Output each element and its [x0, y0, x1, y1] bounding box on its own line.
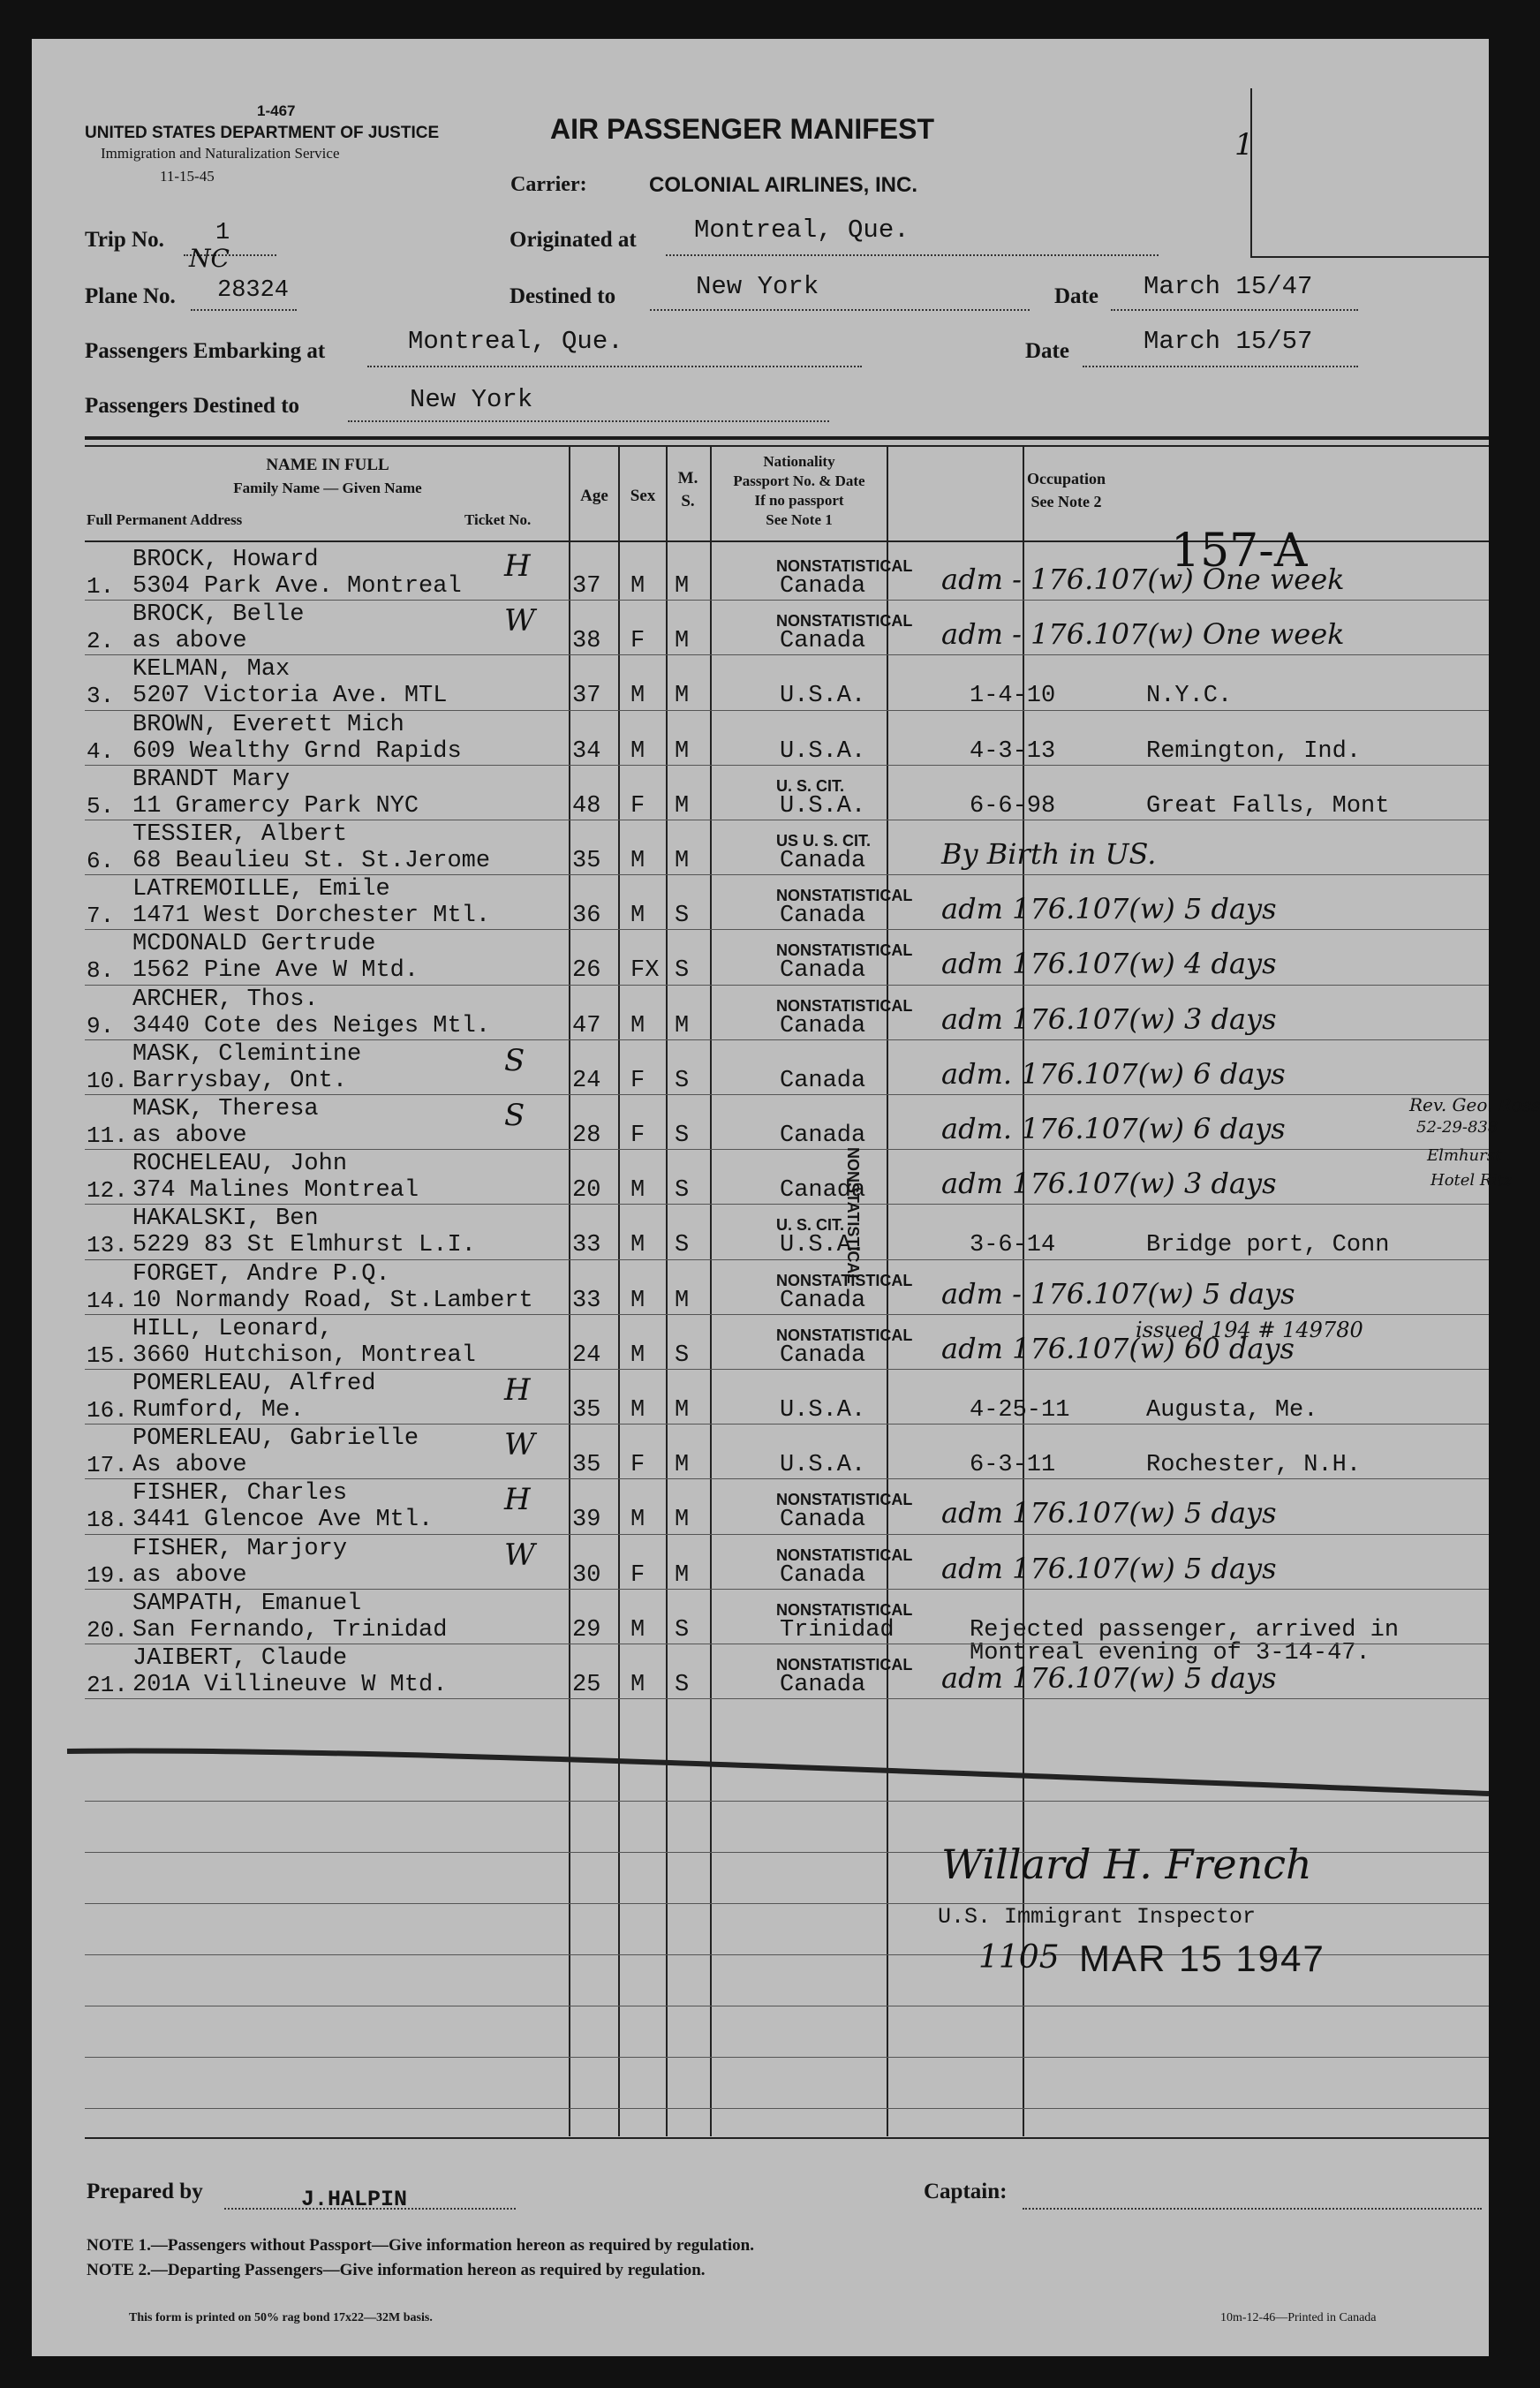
status-stamp: NONSTATISTICAL: [776, 887, 913, 905]
passenger-address: 609 Wealthy Grnd Rapids: [132, 737, 462, 765]
passenger-nationality: U.S.A.: [780, 1452, 866, 1479]
passenger-nationality: Canada: [780, 1561, 866, 1589]
passenger-marital: M: [675, 1507, 690, 1534]
passenger-address: San Fernando, Trinidad: [132, 1616, 448, 1644]
row-divider: [85, 1149, 1489, 1150]
occupation-detail: Remington, Ind.: [1146, 737, 1362, 765]
passenger-address: Barrysbay, Ont.: [132, 1067, 348, 1094]
passenger-age: 20: [572, 1177, 601, 1205]
passenger-nationality: Canada: [780, 1287, 866, 1314]
passenger-age: 26: [572, 957, 601, 985]
passenger-nationality: Canada: [780, 957, 866, 985]
dest-pass-label: Passengers Destined to: [85, 394, 300, 418]
corner-mark: 1: [1234, 127, 1254, 162]
empty-row-divider: [85, 2057, 1489, 2058]
passenger-nationality: U.S.A.: [780, 683, 866, 710]
passenger-address: 5229 83 St Elmhurst L.I.: [132, 1232, 476, 1259]
passenger-nationality: U.S.A.: [780, 1397, 866, 1424]
occupation-handwritten: adm - 176.107(w) 5 days: [941, 1276, 1295, 1311]
passenger-age: 25: [572, 1672, 601, 1698]
occupation-handwritten: adm 176.107(w) 60 days: [941, 1331, 1295, 1365]
passenger-address: 1562 Pine Ave W Mtd.: [132, 957, 419, 985]
passenger-name: BRANDT Mary: [132, 766, 291, 793]
vertical-nonstatistical-stamp: NONSTATISTICAL: [844, 1147, 862, 1284]
col-name-head: [94, 454, 562, 500]
status-stamp: NONSTATISTICAL: [776, 1600, 913, 1619]
passenger-name: BROWN, Everett Mich: [132, 711, 404, 738]
captain-label: Captain:: [924, 2180, 1008, 2203]
passenger-nationality: Canada: [780, 1012, 866, 1039]
passenger-marital: S: [675, 1341, 690, 1369]
passenger-name: SAMPATH, Emanuel: [132, 1590, 362, 1617]
row-divider: [85, 1314, 1489, 1315]
date2-label: Date: [1025, 339, 1069, 363]
row-divider: [85, 654, 1489, 655]
passenger-name: FORGET, Andre P.Q.: [132, 1260, 390, 1288]
passenger-nationality: U.S.A.: [780, 792, 866, 820]
row-number: 8.: [87, 957, 115, 985]
passenger-nationality: U.S.A.: [780, 1232, 866, 1259]
passenger-sex: F: [630, 1122, 645, 1149]
passenger-marital: M: [675, 792, 690, 820]
ticket-mark: H: [504, 1372, 531, 1408]
occupation-value: Rejected passenger, arrived in: [970, 1616, 1400, 1644]
passenger-sex: M: [630, 1177, 645, 1205]
status-stamp: US U. S. CIT.: [776, 832, 872, 850]
occupation-handwritten: adm - 176.107(w) One week: [941, 617, 1345, 652]
destined-label: Destined to: [510, 284, 616, 308]
passenger-marital: M: [675, 848, 690, 874]
passenger-nationality: Canada: [780, 1067, 866, 1094]
passenger-marital: S: [675, 1067, 690, 1094]
passenger-age: 29: [572, 1616, 601, 1644]
passenger-name: FISHER, Marjory: [132, 1535, 348, 1562]
side-note-4: Hotel Ritz: [1431, 1171, 1512, 1190]
col-occ-head: [1024, 467, 1108, 513]
passenger-marital: S: [675, 903, 690, 930]
passenger-address: 11 Gramercy Park NYC: [132, 792, 419, 820]
row-number: 15.: [87, 1341, 128, 1369]
col-divider-ms: [710, 445, 712, 2136]
passenger-name: ROCHELEAU, John: [132, 1151, 348, 1178]
date-stamp: MAR 15 1947: [1079, 1938, 1325, 1979]
passenger-sex: M: [630, 1507, 645, 1534]
passenger-marital: M: [675, 1397, 690, 1424]
passenger-age: 37: [572, 683, 601, 710]
ticket-mark: W: [504, 603, 535, 639]
originated-label: Originated at: [510, 228, 637, 252]
plane-number: 28324: [217, 277, 290, 304]
manifest-form: [32, 39, 1540, 2356]
passenger-sex: F: [630, 1561, 645, 1589]
col-nat-line3: If no passport: [754, 492, 844, 509]
passenger-address: As above: [132, 1452, 247, 1479]
row-number: 19.: [87, 1561, 128, 1589]
row-divider: [85, 1589, 1489, 1590]
row-number: 11.: [87, 1122, 128, 1149]
passenger-marital: S: [675, 957, 690, 985]
passenger-address: 3440 Cote des Neiges Mtl.: [132, 1012, 491, 1039]
passenger-address: 201A Villineuve W Mtd.: [132, 1672, 448, 1698]
occupation-detail: Rochester, N.H.: [1146, 1452, 1362, 1479]
passenger-sex: F: [630, 1452, 645, 1479]
passenger-sex: FX: [630, 957, 660, 985]
passenger-age: 28: [572, 1122, 601, 1149]
passenger-age: 35: [572, 1397, 601, 1424]
occupation-handwritten: adm 176.107(w) 3 days: [941, 1001, 1277, 1036]
passenger-sex: M: [630, 848, 645, 874]
occupation-handwritten: adm 176.107(w) 3 days: [941, 1167, 1277, 1201]
passenger-name: BROCK, Belle: [132, 601, 305, 629]
corner-box-left: [1250, 88, 1252, 256]
table-top-border: [85, 436, 1489, 440]
status-stamp: NONSTATISTICAL: [776, 557, 913, 575]
col-name-line2: Family Name — Given Name: [233, 480, 422, 496]
occupation-detail: Bridge port, Conn: [1146, 1232, 1390, 1259]
passenger-name: MASK, Clemintine: [132, 1040, 362, 1068]
row-number: 17.: [87, 1452, 128, 1479]
passenger-sex: M: [630, 573, 645, 600]
passenger-nationality: Canada: [780, 628, 866, 655]
passenger-sex: M: [630, 1672, 645, 1698]
passenger-name: KELMAN, Max: [132, 656, 291, 684]
passenger-marital: M: [675, 1561, 690, 1589]
form-number: 1-467: [257, 102, 296, 119]
ticket-mark: W: [504, 1427, 535, 1463]
row-number: 20.: [87, 1616, 128, 1644]
trip-label: Trip No.: [85, 228, 164, 252]
passenger-name: MCDONALD Gertrude: [132, 931, 376, 958]
occupation-value: 1-4-10: [970, 683, 1056, 710]
col-ticket-head: Ticket No.: [464, 511, 532, 528]
status-stamp: NONSTATISTICAL: [776, 941, 913, 960]
status-stamp: U. S. CIT.: [776, 776, 845, 795]
occupation-handwritten: adm 176.107(w) 5 days: [941, 892, 1277, 926]
occupation-value: 6-3-11: [970, 1452, 1056, 1479]
passenger-nationality: U.S.A.: [780, 737, 866, 765]
passenger-address: 5304 Park Ave. Montreal: [132, 573, 462, 600]
note-1: NOTE 1.—Passengers without Passport—Give information hereon as required by regulation.: [87, 2236, 754, 2255]
passenger-address: 1471 West Dorchester Mtl.: [132, 903, 491, 930]
passenger-address: 374 Malines Montreal: [132, 1177, 419, 1205]
department-name: UNITED STATES DEPARTMENT OF JUSTICE: [85, 124, 440, 142]
passenger-name: FISHER, Charles: [132, 1480, 348, 1508]
passenger-marital: M: [675, 573, 690, 600]
form-title: AIR PASSENGER MANIFEST: [550, 113, 934, 145]
passenger-nationality: Canada: [780, 903, 866, 930]
ticket-mark: S: [504, 1098, 525, 1133]
inspector-signature: Willard H. French: [941, 1840, 1312, 1888]
passenger-name: POMERLEAU, Gabrielle: [132, 1425, 419, 1453]
row-number: 18.: [87, 1507, 128, 1534]
ticket-mark: W: [504, 1537, 535, 1573]
side-note-3: Elmhurst: [1427, 1146, 1502, 1165]
passenger-name: BROCK, Howard: [132, 547, 319, 573]
passenger-nationality: Trinidad: [780, 1616, 895, 1644]
stamp-time: 1105: [978, 1939, 1060, 1976]
row-divider: [85, 1039, 1489, 1040]
status-stamp: NONSTATISTICAL: [776, 1271, 913, 1289]
row-number: 16.: [87, 1397, 128, 1424]
occupation-handwritten: adm 176.107(w) 5 days: [941, 1661, 1277, 1695]
passenger-marital: S: [675, 1232, 690, 1259]
col-sex-head: Sex: [630, 487, 656, 505]
passenger-name: TESSIER, Albert: [132, 821, 348, 848]
passenger-age: 33: [572, 1287, 601, 1314]
date-value: March 15/47: [1144, 272, 1313, 301]
passenger-sex: M: [630, 1616, 645, 1644]
passenger-marital: S: [675, 1122, 690, 1149]
passenger-age: 35: [572, 848, 601, 874]
empty-row-divider: [85, 1903, 1489, 1904]
form-date: 11-15-45: [160, 168, 215, 185]
passenger-name: HILL, Leonard,: [132, 1315, 333, 1342]
passenger-nationality: Canada: [780, 573, 866, 600]
passenger-address: as above: [132, 1122, 247, 1149]
col-divider-name: [569, 445, 570, 2136]
occupation-handwritten: adm. 176.107(w) 6 days: [941, 1112, 1286, 1145]
table-top-inner: [85, 445, 1489, 447]
row-divider: [85, 1534, 1489, 1535]
col-occ-line2: See Note 2: [1030, 493, 1102, 510]
occupation-handwritten: adm. 176.107(w) 6 days: [941, 1056, 1286, 1091]
passenger-age: 39: [572, 1507, 601, 1534]
row-number: 13.: [87, 1232, 128, 1259]
row-number: 1.: [87, 573, 115, 600]
row-number: 7.: [87, 903, 115, 930]
plane-prefix-handwritten: NC: [189, 244, 230, 273]
note-2: NOTE 2.—Departing Passengers—Give information hereon as required by regulation.: [87, 2261, 706, 2279]
col-nat-head: [712, 452, 887, 530]
occupation-handwritten: adm 176.107(w) 5 days: [941, 1496, 1277, 1530]
row-number: 2.: [87, 628, 115, 655]
embarking-label: Passengers Embarking at: [85, 339, 326, 363]
passenger-age: 38: [572, 628, 601, 655]
passenger-address: Rumford, Me.: [132, 1397, 305, 1424]
passenger-marital: M: [675, 1287, 690, 1314]
row-divider: [85, 710, 1489, 711]
passenger-address: 3660 Hutchison, Montreal: [132, 1341, 476, 1369]
passenger-name: MASK, Theresa: [132, 1096, 319, 1122]
print-code: 10m-12-46—Printed in Canada: [1220, 2311, 1377, 2324]
status-stamp: NONSTATISTICAL: [776, 612, 913, 631]
passenger-age: 37: [572, 573, 601, 600]
col-ms-head: M. S.: [677, 469, 698, 510]
passenger-name: JAIBERT, Claude: [132, 1645, 348, 1672]
status-stamp: U. S. CIT.: [776, 1216, 845, 1235]
col-divider-sex: [666, 445, 668, 2136]
passenger-marital: S: [675, 1177, 690, 1205]
col-name-line1: NAME IN FULL: [266, 456, 389, 474]
occupation-handwritten: adm - 176.107(w) One week: [941, 563, 1345, 596]
col-address-head: Full Permanent Address: [87, 511, 243, 528]
row-divider: [85, 1094, 1489, 1095]
side-note-1: Rev. Geo. Ross: [1409, 1094, 1540, 1115]
passenger-marital: M: [675, 628, 690, 655]
passenger-sex: F: [630, 1067, 645, 1094]
passenger-marital: M: [675, 1452, 690, 1479]
row-number: 5.: [87, 792, 115, 820]
passenger-name: POMERLEAU, Alfred: [132, 1371, 376, 1397]
passenger-address: 68 Beaulieu St. St.Jerome: [132, 848, 491, 874]
occupation-detail: Montreal evening of 3-14-47.: [970, 1639, 1370, 1666]
service-name: Immigration and Naturalization Service: [101, 145, 340, 162]
row-number: 12.: [87, 1177, 128, 1205]
col-nat-line4: See Note 1: [766, 511, 833, 528]
dest-pass-value: New York: [410, 385, 533, 414]
passenger-age: 47: [572, 1012, 601, 1039]
passenger-name: HAKALSKI, Ben: [132, 1205, 319, 1233]
occupation-value: 4-25-11: [970, 1397, 1070, 1424]
status-stamp: NONSTATISTICAL: [776, 1545, 913, 1564]
prepared-value: J.HALPIN: [301, 2187, 408, 2212]
carrier-name: COLONIAL AIRLINES, INC.: [649, 173, 918, 197]
handwritten-code: 157-A: [1171, 525, 1308, 578]
print-note: This form is printed on 50% rag bond 17x22—32M basis.: [129, 2311, 433, 2324]
passenger-sex: M: [630, 737, 645, 765]
row-number: 4.: [87, 737, 115, 765]
passenger-age: 36: [572, 903, 601, 930]
passenger-marital: M: [675, 737, 690, 765]
row-number: 14.: [87, 1287, 128, 1314]
carrier-label: Carrier:: [510, 173, 587, 196]
passenger-sex: M: [630, 683, 645, 710]
occupation-detail: Augusta, Me.: [1146, 1397, 1318, 1424]
passenger-marital: S: [675, 1616, 690, 1644]
row-divider: [85, 929, 1489, 930]
row-number: 10.: [87, 1067, 128, 1094]
col-nat-line1: Nationality: [763, 453, 835, 470]
table-bottom: [85, 2137, 1489, 2139]
row-divider: [85, 1369, 1489, 1370]
col-divider-age: [618, 445, 620, 2136]
passenger-address: as above: [132, 1561, 247, 1589]
occupation-value: 3-6-14: [970, 1232, 1056, 1259]
plane-label: Plane No.: [85, 284, 176, 308]
embarking-value: Montreal, Que.: [408, 327, 623, 356]
passenger-address: 5207 Victoria Ave. MTL: [132, 683, 448, 710]
passenger-address: 10 Normandy Road, St.Lambert: [132, 1287, 533, 1314]
passenger-nationality: Canada: [780, 1177, 866, 1205]
status-stamp: NONSTATISTICAL: [776, 1491, 913, 1509]
passenger-age: 30: [572, 1561, 601, 1589]
passenger-address: as above: [132, 628, 247, 655]
occupation-value: 6-6-98: [970, 792, 1056, 820]
occupation-handwritten: By Birth in US.: [941, 837, 1157, 871]
passenger-sex: M: [630, 1287, 645, 1314]
passenger-age: 34: [572, 737, 601, 765]
passenger-sex: M: [630, 903, 645, 930]
row-number: 6.: [87, 848, 115, 874]
inspector-title: U.S. Immigrant Inspector: [938, 1904, 1257, 1930]
occupation-detail: Great Falls, Mont: [1146, 792, 1390, 820]
trip-number: 1: [215, 220, 230, 246]
occupation-detail: N.Y.C.: [1146, 683, 1233, 710]
passenger-sex: M: [630, 1232, 645, 1259]
passenger-nationality: Canada: [780, 1507, 866, 1534]
empty-row-divider: [85, 2108, 1489, 2109]
passenger-sex: F: [630, 792, 645, 820]
row-divider: [85, 1259, 1489, 1260]
passenger-nationality: Canada: [780, 1122, 866, 1149]
row-divider: [85, 1204, 1489, 1205]
passenger-sex: M: [630, 1341, 645, 1369]
row-divider: [85, 1478, 1489, 1479]
destined-value: New York: [696, 272, 819, 301]
status-stamp: NONSTATISTICAL: [776, 1326, 913, 1344]
ticket-mark: H: [504, 548, 531, 584]
passenger-age: 35: [572, 1452, 601, 1479]
occupation-handwritten: adm 176.107(w) 5 days: [941, 1551, 1277, 1585]
passenger-age: 48: [572, 792, 601, 820]
row-divider: [85, 985, 1489, 986]
col-occ-line1: Occupation: [1026, 470, 1106, 487]
row-number: 9.: [87, 1012, 115, 1039]
passenger-marital: M: [675, 1012, 690, 1039]
row-divider: [85, 765, 1489, 766]
status-stamp: NONSTATISTICAL: [776, 1656, 913, 1674]
passenger-nationality: Canada: [780, 1341, 866, 1369]
passenger-age: 33: [572, 1232, 601, 1259]
occupation-note: issued 194 # 149780: [1136, 1317, 1363, 1342]
passenger-sex: M: [630, 1397, 645, 1424]
col-age-head: Age: [580, 487, 608, 505]
passenger-age: 24: [572, 1341, 601, 1369]
col-nat-line2: Passport No. & Date: [733, 472, 865, 489]
row-divider: [85, 600, 1489, 601]
passenger-name: LATREMOILLE, Emile: [132, 876, 390, 903]
passenger-sex: M: [630, 1012, 645, 1039]
prepared-label: Prepared by: [87, 2180, 203, 2203]
date-label: Date: [1054, 284, 1098, 308]
row-number: 3.: [87, 683, 115, 710]
side-note-2: 52-29-838: [1416, 1118, 1498, 1137]
passenger-sex: F: [630, 628, 645, 655]
row-divider: [85, 874, 1489, 875]
passenger-age: 24: [572, 1067, 601, 1094]
passenger-marital: S: [675, 1672, 690, 1698]
col-divider-nat: [887, 445, 888, 2136]
occupation-handwritten: adm 176.107(w) 4 days: [941, 947, 1277, 981]
status-stamp: NONSTATISTICAL: [776, 996, 913, 1015]
ticket-mark: H: [504, 1482, 531, 1518]
passenger-address: 3441 Glencoe Ave Mtl.: [132, 1507, 434, 1534]
ticket-mark: S: [504, 1042, 525, 1078]
date2-value: March 15/57: [1144, 327, 1313, 356]
originated-value: Montreal, Que.: [694, 215, 910, 245]
occupation-value: 4-3-13: [970, 737, 1056, 765]
passenger-name: ARCHER, Thos.: [132, 986, 319, 1013]
passenger-nationality: Canada: [780, 848, 866, 874]
corner-box-bottom: [1250, 256, 1489, 258]
passenger-nationality: Canada: [780, 1672, 866, 1698]
row-divider: [85, 1698, 1489, 1699]
row-number: 21.: [87, 1672, 128, 1698]
closing-hand-line: [58, 1739, 1506, 1810]
passenger-marital: M: [675, 683, 690, 710]
